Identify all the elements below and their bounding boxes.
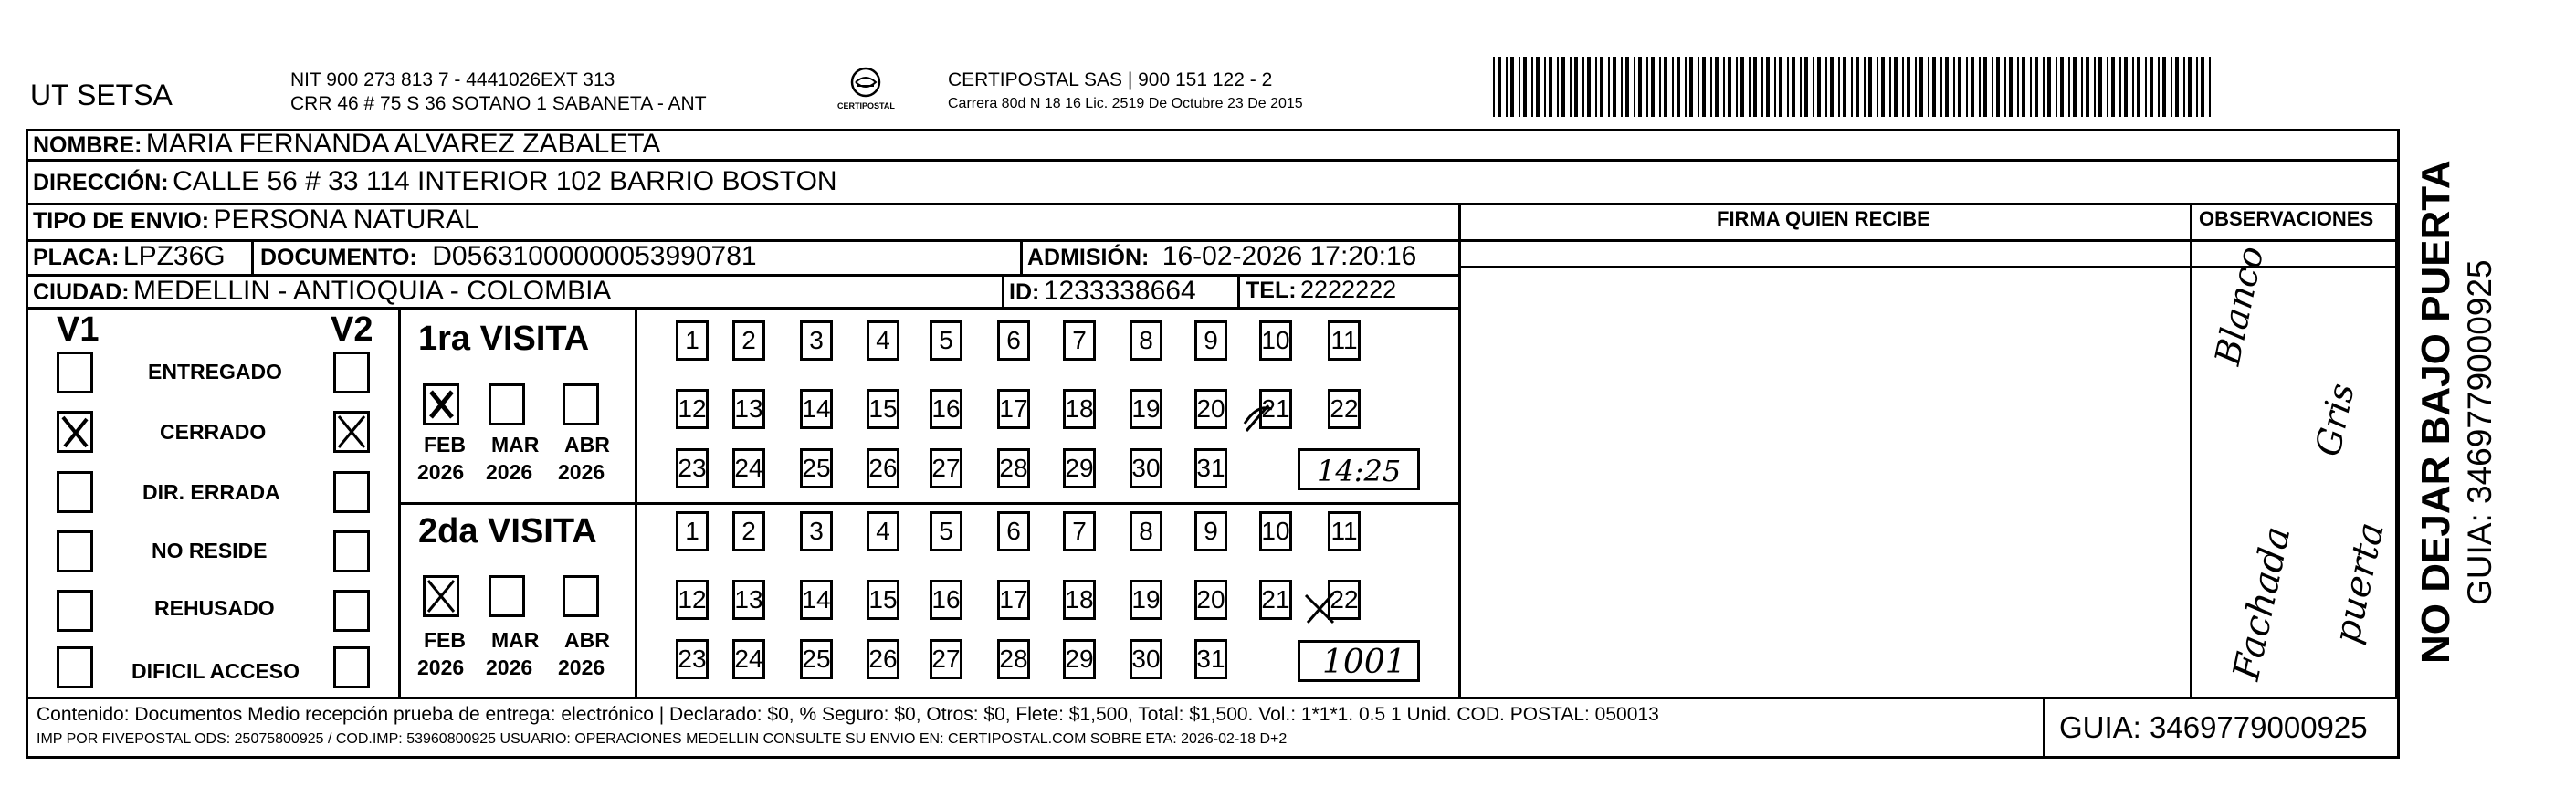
nombre-value: MARIA FERNANDA ALVAREZ ZABALETA bbox=[145, 129, 661, 159]
visit2-day-box[interactable]: 27 bbox=[930, 639, 962, 679]
status-no-reside: NO RESIDE bbox=[152, 539, 268, 562]
barcode-bar bbox=[2150, 57, 2153, 117]
observation-word-fachada: Fachada bbox=[2225, 522, 2299, 684]
visit2-time-box bbox=[1298, 640, 1420, 682]
tipo-envio-value: PERSONA NATURAL bbox=[213, 205, 479, 235]
visit2-day-box[interactable]: 23 bbox=[676, 639, 709, 679]
barcode-bar bbox=[2145, 57, 2147, 117]
barcode-bar bbox=[1992, 57, 1993, 117]
license-line: Carrera 80d N 18 16 Lic. 2519 De Octubre 23 De 2015 bbox=[948, 96, 1303, 111]
barcode-bar bbox=[1638, 57, 1642, 117]
visit2-day-box[interactable]: 2 bbox=[732, 511, 765, 551]
barcode-bar bbox=[1825, 57, 1827, 117]
barcode-bar bbox=[1971, 57, 1974, 117]
footer-guia: GUIA: 3469779000925 bbox=[2059, 710, 2368, 744]
id-row bbox=[1009, 278, 1196, 305]
visit2-month-abr: ABR bbox=[564, 628, 610, 652]
barcode-bar bbox=[2183, 57, 2185, 117]
visit2-day-box[interactable]: 30 bbox=[1130, 639, 1162, 679]
visit2-day-box[interactable]: 4 bbox=[867, 511, 899, 551]
visit2-time: 1001 bbox=[1322, 644, 1406, 681]
visit1-day-box[interactable]: 21 bbox=[1259, 389, 1292, 429]
visit2-day-box[interactable]: 20 bbox=[1194, 580, 1227, 620]
barcode-bar bbox=[1519, 57, 1520, 117]
barcode-bar bbox=[2086, 57, 2089, 117]
barcode-bar bbox=[1549, 57, 1552, 117]
barcode-bar bbox=[1749, 57, 1751, 117]
direccion-label: DIRECCIÓN: bbox=[33, 170, 169, 195]
barcode-bar bbox=[1813, 57, 1814, 117]
placa-label: PLACA: bbox=[33, 245, 120, 270]
barcode-bar bbox=[2094, 57, 2096, 117]
visit2-day-box[interactable]: 8 bbox=[1130, 511, 1162, 551]
barcode-bar bbox=[1877, 57, 1878, 117]
barcode-bar bbox=[2022, 57, 2025, 117]
barcode-bar bbox=[1761, 57, 1763, 117]
barcode-bar bbox=[1766, 57, 1770, 117]
barcode-bar bbox=[1945, 57, 1949, 117]
v1-entregado-checkbox[interactable] bbox=[57, 352, 93, 394]
visit1-year-abr: 2026 bbox=[558, 460, 605, 484]
direccion-value: CALLE 56 # 33 114 INTERIOR 102 BARRIO BOSTON bbox=[173, 166, 837, 196]
visit2-day-box[interactable]: 1 bbox=[676, 511, 709, 551]
barcode-bar bbox=[1677, 57, 1680, 117]
v2-entregado-checkbox[interactable] bbox=[333, 352, 370, 394]
x-mark-icon bbox=[426, 578, 457, 614]
barcode-bar bbox=[2132, 57, 2134, 117]
barcode-bar bbox=[2017, 57, 2019, 117]
barcode-bar bbox=[1728, 57, 1731, 117]
barcode-bar bbox=[1702, 57, 1706, 117]
visit2-day-box[interactable]: 29 bbox=[1063, 639, 1096, 679]
barcode-bar bbox=[2171, 57, 2172, 117]
barcode-bar bbox=[1889, 57, 1891, 117]
visit2-day-box[interactable]: 6 bbox=[997, 511, 1030, 551]
footer-contents: Contenido: Documentos Medio recepción prueba de entrega: electrónico | Declarado: $0, % Seguro: $0, Otros: $0, Flete: $1,500, Total: $1,500. Vol.: 1*1*1. 0.5 1 Unid. COD. POSTAL: 050013 bbox=[37, 704, 1659, 725]
admision-label: ADMISIÓN: bbox=[1027, 245, 1150, 270]
visit1-day-box[interactable]: 2 bbox=[732, 320, 765, 361]
visit2-day-box[interactable]: 11 bbox=[1328, 511, 1361, 551]
visit2-day-box[interactable]: 31 bbox=[1194, 639, 1227, 679]
barcode-bar bbox=[2111, 57, 2115, 117]
observation-word-puerta: puerta bbox=[2326, 519, 2392, 647]
visit1-year-feb: 2026 bbox=[417, 460, 465, 484]
visit2-day-box[interactable]: 12 bbox=[676, 580, 709, 620]
barcode-bar bbox=[1634, 57, 1635, 117]
visit1-day-box[interactable]: 11 bbox=[1328, 320, 1361, 361]
barcode-bar bbox=[1958, 57, 1961, 117]
visit2-month-mar: MAR bbox=[491, 628, 540, 652]
visit2-year-mar: 2026 bbox=[486, 656, 533, 679]
visit1-mar-checkbox[interactable] bbox=[489, 383, 525, 425]
barcode-bar bbox=[2196, 57, 2198, 117]
barcode-bar bbox=[2175, 57, 2179, 117]
visit1-day-box[interactable]: 25 bbox=[800, 448, 833, 488]
visit1-day-box[interactable]: 14 bbox=[800, 389, 833, 429]
visit2-day-box[interactable]: 25 bbox=[800, 639, 833, 679]
visit2-month-feb: FEB bbox=[424, 628, 466, 652]
barcode-bar bbox=[2098, 57, 2102, 117]
barcode-bar bbox=[2068, 57, 2070, 117]
barcode-bar bbox=[2030, 57, 2032, 117]
barcode-bar bbox=[1557, 57, 1559, 117]
barcode-bar bbox=[1928, 57, 1929, 117]
barcode-bar bbox=[1587, 57, 1591, 117]
barcode-bar bbox=[2047, 57, 2051, 117]
barcode-bar bbox=[1506, 57, 1508, 117]
visit1-day-box[interactable]: 31 bbox=[1194, 448, 1227, 488]
documento-row bbox=[260, 243, 757, 270]
visit2-day-box[interactable]: 16 bbox=[930, 580, 962, 620]
visit2-day-box[interactable]: 19 bbox=[1130, 580, 1162, 620]
status-cerrado: CERRADO bbox=[160, 420, 267, 444]
visit1-day-box[interactable]: 19 bbox=[1130, 389, 1162, 429]
visit1-day-box[interactable]: 5 bbox=[930, 320, 962, 361]
visit1-day-box[interactable]: 20 bbox=[1194, 389, 1227, 429]
v2-label: V2 bbox=[331, 310, 373, 349]
barcode-bar bbox=[1996, 57, 2000, 117]
visit1-day-box[interactable]: 16 bbox=[930, 389, 962, 429]
visit2-day-box[interactable]: 13 bbox=[732, 580, 765, 620]
barcode-bar bbox=[1582, 57, 1584, 117]
visit1-day-box[interactable]: 23 bbox=[676, 448, 709, 488]
barcode-bar bbox=[1621, 57, 1623, 117]
barcode-bar bbox=[1966, 57, 1968, 117]
barcode-bar bbox=[1498, 57, 1501, 117]
certipostal-logo-icon bbox=[834, 66, 898, 117]
ciudad-row bbox=[33, 278, 611, 305]
visit2-day-box[interactable]: 21 bbox=[1259, 580, 1292, 620]
x-mark-icon bbox=[1300, 588, 1341, 628]
ciudad-value: MEDELLIN - ANTIOQUIA - COLOMBIA bbox=[133, 276, 612, 306]
barcode-bar bbox=[1672, 57, 1674, 117]
visit1-day-box[interactable]: 28 bbox=[997, 448, 1030, 488]
visit2-year-feb: 2026 bbox=[417, 656, 465, 679]
visit1-day-box[interactable]: 18 bbox=[1063, 389, 1096, 429]
barcode-bar bbox=[1953, 57, 1955, 117]
barcode-bar bbox=[1804, 57, 1808, 117]
visit1-day-box[interactable]: 9 bbox=[1194, 320, 1227, 361]
barcode-bar bbox=[1779, 57, 1782, 117]
admision-value: 16-02-2026 17:20:16 bbox=[1162, 241, 1417, 271]
visit1-day-box[interactable]: 12 bbox=[676, 389, 709, 429]
visit1-month-abr: ABR bbox=[564, 433, 610, 456]
barcode-bar bbox=[1979, 57, 1981, 117]
visit1-month-mar: MAR bbox=[491, 433, 540, 456]
barcode-bar bbox=[1907, 57, 1910, 117]
barcode-bar bbox=[1536, 57, 1540, 117]
visit2-day-box[interactable]: 28 bbox=[997, 639, 1030, 679]
visit2-day-box[interactable]: 15 bbox=[867, 580, 899, 620]
visit2-day-box[interactable]: 10 bbox=[1259, 511, 1292, 551]
v1-label: V1 bbox=[57, 310, 100, 349]
firma-label: FIRMA QUIEN RECIBE bbox=[1717, 207, 1930, 230]
barcode-bar bbox=[2201, 57, 2204, 117]
tel-label: TEL: bbox=[1246, 278, 1297, 303]
observation-word-blanco: Blanco bbox=[2207, 242, 2272, 369]
id-label: ID: bbox=[1009, 279, 1040, 305]
barcode-bar bbox=[2158, 57, 2160, 117]
v1-no-reside-checkbox[interactable] bbox=[57, 530, 93, 572]
v1-dificil-acceso-checkbox[interactable] bbox=[57, 646, 93, 688]
logo-text: CERTIPOSTAL bbox=[837, 101, 895, 110]
visit1-day-box[interactable]: 3 bbox=[800, 320, 833, 361]
visit2-day-box[interactable]: 26 bbox=[867, 639, 899, 679]
barcode-bar bbox=[1856, 57, 1859, 117]
barcode-bar bbox=[1830, 57, 1834, 117]
barcode-bar bbox=[1613, 57, 1616, 117]
barcode-bar bbox=[1894, 57, 1898, 117]
visit1-feb-checkbox[interactable] bbox=[423, 383, 459, 425]
barcode-bar bbox=[1715, 57, 1719, 117]
visit1-day-box[interactable]: 7 bbox=[1063, 320, 1096, 361]
signature-area[interactable] bbox=[1463, 268, 2189, 696]
barcode-bar bbox=[2004, 57, 2006, 117]
ciudad-label: CIUDAD: bbox=[33, 279, 130, 305]
nombre-row bbox=[33, 131, 660, 158]
barcode-bar bbox=[1710, 57, 1712, 117]
barcode-bar bbox=[2081, 57, 2083, 117]
barcode-bar bbox=[1561, 57, 1565, 117]
visit2-day-box[interactable]: 3 bbox=[800, 511, 833, 551]
status-dir-errada: DIR. ERRADA bbox=[142, 480, 280, 504]
barcode-bar bbox=[1736, 57, 1738, 117]
visit2-day-box[interactable]: 18 bbox=[1063, 580, 1096, 620]
barcode-bar bbox=[1531, 57, 1533, 117]
barcode-bar bbox=[1843, 57, 1846, 117]
visit1-time-box bbox=[1298, 448, 1420, 490]
tel-row bbox=[1246, 278, 1396, 302]
visit1-year-mar: 2026 bbox=[486, 460, 533, 484]
barcode bbox=[1493, 57, 2214, 117]
barcode-bar bbox=[1817, 57, 1821, 117]
x-mark-icon bbox=[59, 414, 90, 450]
v2-cerrado-checkbox[interactable] bbox=[333, 411, 370, 453]
barcode-bar bbox=[2188, 57, 2192, 117]
visit2-year-abr: 2026 bbox=[558, 656, 605, 679]
side-notice: NO DEJAR BAJO PUERTA bbox=[2413, 160, 2458, 664]
barcode-bar bbox=[1689, 57, 1693, 117]
v2-rehusado-checkbox[interactable] bbox=[333, 590, 370, 632]
barcode-bar bbox=[1851, 57, 1853, 117]
visit2-day-box[interactable]: 7 bbox=[1063, 511, 1096, 551]
barcode-bar bbox=[1919, 57, 1923, 117]
tipo-envio-row bbox=[33, 206, 479, 234]
placa-value: LPZ36G bbox=[122, 241, 226, 271]
barcode-bar bbox=[2073, 57, 2077, 117]
observaciones-label: OBSERVACIONES bbox=[2199, 207, 2374, 230]
barcode-bar bbox=[1983, 57, 1987, 117]
nombre-label: NOMBRE: bbox=[33, 132, 142, 158]
visit2-mar-checkbox[interactable] bbox=[489, 575, 525, 617]
visit1-day-box[interactable]: 17 bbox=[997, 389, 1030, 429]
status-rehusado: REHUSADO bbox=[154, 596, 275, 620]
barcode-bar bbox=[1493, 57, 1495, 117]
id-value: 1233338664 bbox=[1043, 276, 1196, 306]
direccion-row bbox=[33, 168, 837, 195]
visit2-day-box[interactable]: 17 bbox=[997, 580, 1030, 620]
visit1-day-box[interactable]: 15 bbox=[867, 389, 899, 429]
strike-mark-icon bbox=[1237, 396, 1277, 436]
carrier-line: CERTIPOSTAL SAS | 900 151 122 - 2 bbox=[948, 69, 1273, 90]
barcode-bar bbox=[1940, 57, 1942, 117]
barcode-bar bbox=[1740, 57, 1744, 117]
visit1-day-box[interactable]: 24 bbox=[732, 448, 765, 488]
barcode-bar bbox=[1698, 57, 1699, 117]
barcode-bar bbox=[2009, 57, 2013, 117]
barcode-bar bbox=[1574, 57, 1578, 117]
v2-dificil-acceso-checkbox[interactable] bbox=[333, 646, 370, 688]
barcode-bar bbox=[1685, 57, 1687, 117]
barcode-bar bbox=[1651, 57, 1655, 117]
visit2-day-box[interactable]: 22 bbox=[1328, 580, 1361, 620]
x-mark-icon bbox=[336, 414, 367, 450]
barcode-bar bbox=[2209, 57, 2211, 117]
admision-row bbox=[1027, 243, 1416, 270]
barcode-bar bbox=[1510, 57, 1514, 117]
side-guia: GUIA: 3469779000925 bbox=[2461, 259, 2498, 605]
visit2-feb-checkbox[interactable] bbox=[423, 575, 459, 617]
documento-value: D05631000000053990781 bbox=[432, 241, 757, 271]
barcode-bar bbox=[2107, 57, 2108, 117]
barcode-bar bbox=[1868, 57, 1872, 117]
barcode-bar bbox=[2162, 57, 2166, 117]
v2-dir-errada-checkbox[interactable] bbox=[333, 471, 370, 513]
barcode-bar bbox=[1608, 57, 1610, 117]
barcode-bar bbox=[1902, 57, 1904, 117]
barcode-bar bbox=[2056, 57, 2057, 117]
status-dificil-acceso: DIFICIL ACCESO bbox=[131, 659, 300, 683]
v1-dir-errada-checkbox[interactable] bbox=[57, 471, 93, 513]
barcode-bar bbox=[1625, 57, 1629, 117]
visit1-day-box[interactable]: 4 bbox=[867, 320, 899, 361]
barcode-bar bbox=[2043, 57, 2045, 117]
barcode-bar bbox=[1864, 57, 1866, 117]
v2-no-reside-checkbox[interactable] bbox=[333, 530, 370, 572]
barcode-bar bbox=[1932, 57, 1936, 117]
barcode-bar bbox=[1774, 57, 1776, 117]
visit2-abr-checkbox[interactable] bbox=[563, 575, 599, 617]
barcode-bar bbox=[2060, 57, 2064, 117]
barcode-bar bbox=[1664, 57, 1667, 117]
barcode-bar bbox=[2124, 57, 2128, 117]
footer-print-info: IMP POR FIVEPOSTAL ODS: 25075800925 / COD.IMP: 53960800925 USUARIO: OPERACIONES MEDELLIN CONSULTE SU ENVIO EN: CERTIPOSTAL.COM SOBRE ETA: 2026-02-18 D+2 bbox=[37, 731, 1288, 747]
visit2-day-box[interactable]: 5 bbox=[930, 511, 962, 551]
barcode-bar bbox=[1723, 57, 1725, 117]
second-visit-title: 2da VISITA bbox=[418, 512, 597, 551]
status-entregado: ENTREGADO bbox=[148, 360, 282, 383]
visit1-month-feb: FEB bbox=[424, 433, 466, 456]
barcode-bar bbox=[1523, 57, 1527, 117]
tel-value: 2222222 bbox=[1300, 276, 1397, 303]
tipo-envio-label: TIPO DE ENVIO: bbox=[33, 208, 210, 234]
company-name: UT SETSA bbox=[30, 79, 173, 111]
visit1-day-box[interactable]: 27 bbox=[930, 448, 962, 488]
barcode-bar bbox=[2137, 57, 2140, 117]
barcode-bar bbox=[1881, 57, 1885, 117]
visit1-day-box[interactable]: 29 bbox=[1063, 448, 1096, 488]
barcode-bar bbox=[1595, 57, 1597, 117]
visit1-day-box[interactable]: 13 bbox=[732, 389, 765, 429]
visit1-time: 14:25 bbox=[1317, 454, 1402, 488]
first-visit-title: 1ra VISITA bbox=[418, 320, 590, 358]
visit1-day-box[interactable]: 6 bbox=[997, 320, 1030, 361]
visit1-day-box[interactable]: 22 bbox=[1328, 389, 1361, 429]
barcode-bar bbox=[1792, 57, 1795, 117]
visit2-day-box[interactable]: 24 bbox=[732, 639, 765, 679]
barcode-bar bbox=[1753, 57, 1757, 117]
v1-rehusado-checkbox[interactable] bbox=[57, 590, 93, 632]
visit2-day-box[interactable]: 14 bbox=[800, 580, 833, 620]
barcode-bar bbox=[1646, 57, 1648, 117]
visit1-day-box[interactable]: 1 bbox=[676, 320, 709, 361]
visit1-day-box[interactable]: 8 bbox=[1130, 320, 1162, 361]
nit-line: NIT 900 273 813 7 - 4441026EXT 313 bbox=[290, 69, 615, 90]
visit1-day-box[interactable]: 26 bbox=[867, 448, 899, 488]
barcode-bar bbox=[1570, 57, 1572, 117]
visit1-day-box[interactable]: 30 bbox=[1130, 448, 1162, 488]
barcode-bar bbox=[1915, 57, 1917, 117]
v1-cerrado-checkbox[interactable] bbox=[57, 411, 93, 453]
barcode-bar bbox=[1800, 57, 1802, 117]
placa-row bbox=[33, 243, 226, 270]
documento-label: DOCUMENTO: bbox=[260, 245, 417, 270]
visit1-day-box[interactable]: 10 bbox=[1259, 320, 1292, 361]
visit2-day-box[interactable]: 9 bbox=[1194, 511, 1227, 551]
visit1-abr-checkbox[interactable] bbox=[563, 383, 599, 425]
observation-word-gris: Gris bbox=[2308, 379, 2362, 460]
barcode-bar bbox=[1787, 57, 1789, 117]
barcode-bar bbox=[1600, 57, 1603, 117]
barcode-bar bbox=[1659, 57, 1661, 117]
barcode-bar bbox=[2035, 57, 2038, 117]
barcode-bar bbox=[2119, 57, 2121, 117]
x-mark-icon bbox=[426, 386, 457, 423]
company-address: CRR 46 # 75 S 36 SOTANO 1 SABANETA - ANT bbox=[290, 93, 707, 114]
barcode-bar bbox=[1544, 57, 1546, 117]
barcode-bar bbox=[1838, 57, 1840, 117]
